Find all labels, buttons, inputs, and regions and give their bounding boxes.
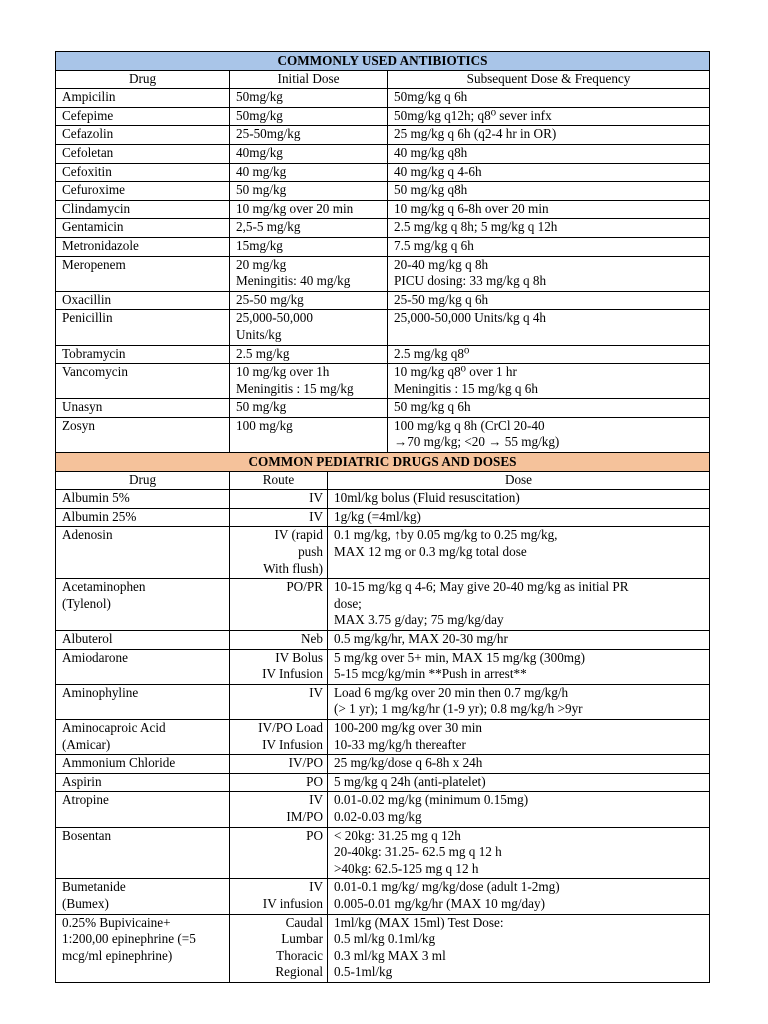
column-header-dose: Dose [328, 471, 710, 490]
dose-cell: 25 mg/kg/dose q 6-8h x 24h [328, 755, 710, 774]
drug-cell: Cefuroxime [56, 182, 230, 201]
subsequent-dose-cell: 40 mg/kg q8h [388, 144, 710, 163]
table-row [56, 219, 710, 238]
table-row [56, 399, 710, 418]
dose-cell: 0.01-0.1 mg/kg/ mg/kg/dose (adult 1-2mg) 0.005-0.01 mg/kg/hr (MAX 10 mg/day) [328, 879, 710, 914]
drug-cell: Metronidazole [56, 237, 230, 256]
drug-cell: Meropenem [56, 256, 230, 291]
table-row [56, 631, 710, 650]
subsequent-dose-cell: 50 mg/kg q 6h [388, 399, 710, 418]
drug-cell: Bumetanide (Bumex) [56, 879, 230, 914]
dose-cell: 1ml/kg (MAX 15ml) Test Dose: 0.5 ml/kg 0.1ml/kg 0.3 ml/kg MAX 3 ml 0.5-1ml/kg [328, 914, 710, 982]
initial-dose-cell: 25,000-50,000 Units/kg [230, 310, 388, 345]
drug-cell: Cefepime [56, 107, 230, 126]
table-row [56, 684, 710, 719]
drug-cell: 0.25% Bupivicaine+ 1:200,00 epinephrine (=5 mcg/ml epinephrine) [56, 914, 230, 982]
route-cell: IV [230, 508, 328, 527]
pediatric-header-row [56, 471, 710, 490]
drug-cell: Adenosin [56, 527, 230, 579]
initial-dose-cell: 100 mg/kg [230, 417, 388, 452]
drug-cell: Bosentan [56, 827, 230, 879]
dosing-sheet [55, 51, 709, 983]
drug-cell: Cefoletan [56, 144, 230, 163]
subsequent-dose-cell: 50mg/kg q12h; q8⁰ sever infx [388, 107, 710, 126]
drug-cell: Clindamycin [56, 200, 230, 219]
dose-cell: 100-200 mg/kg over 30 min 10-33 mg/kg/h thereafter [328, 719, 710, 754]
drug-cell: Ammonium Chloride [56, 755, 230, 774]
dose-cell: 0.5 mg/kg/hr, MAX 20-30 mg/hr [328, 631, 710, 650]
subsequent-dose-cell: 100 mg/kg q 8h (CrCl 20-40 →70 mg/kg; <20 → 55 mg/kg) [388, 417, 710, 452]
dose-cell: < 20kg: 31.25 mg q 12h 20-40kg: 31.25- 62.5 mg q 12 h >40kg: 62.5-125 mg q 12 h [328, 827, 710, 879]
antibiotics-table [55, 51, 710, 453]
table-row [56, 879, 710, 914]
drug-cell: Aminocaproic Acid (Amicar) [56, 719, 230, 754]
dose-cell: 5 mg/kg over 5+ min, MAX 15 mg/kg (300mg) 5-15 mcg/kg/min **Push in arrest** [328, 649, 710, 684]
initial-dose-cell: 10 mg/kg over 20 min [230, 200, 388, 219]
table-row [56, 417, 710, 452]
drug-cell: Albuterol [56, 631, 230, 650]
subsequent-dose-cell: 20-40 mg/kg q 8h PICU dosing: 33 mg/kg q 8h [388, 256, 710, 291]
initial-dose-cell: 2.5 mg/kg [230, 345, 388, 364]
drug-cell: Atropine [56, 792, 230, 827]
dose-cell: 5 mg/kg q 24h (anti-platelet) [328, 773, 710, 792]
table-row [56, 126, 710, 145]
column-header-route: Route [230, 471, 328, 490]
route-cell: IV Bolus IV Infusion [230, 649, 328, 684]
dose-cell: 0.01-0.02 mg/kg (minimum 0.15mg) 0.02-0.03 mg/kg [328, 792, 710, 827]
route-cell: Caudal Lumbar Thoracic Regional [230, 914, 328, 982]
initial-dose-cell: 50 mg/kg [230, 182, 388, 201]
initial-dose-cell: 25-50mg/kg [230, 126, 388, 145]
drug-cell: Vancomycin [56, 364, 230, 399]
initial-dose-cell: 10 mg/kg over 1h Meningitis : 15 mg/kg [230, 364, 388, 399]
table-row [56, 144, 710, 163]
table-row [56, 107, 710, 126]
route-cell: IV IM/PO [230, 792, 328, 827]
route-cell: IV IV infusion [230, 879, 328, 914]
subsequent-dose-cell: 10 mg/kg q8⁰ over 1 hr Meningitis : 15 mg/kg q 6h [388, 364, 710, 399]
initial-dose-cell: 50 mg/kg [230, 399, 388, 418]
drug-cell: Acetaminophen (Tylenol) [56, 579, 230, 631]
table-row [56, 792, 710, 827]
pediatric-drugs-table [55, 452, 710, 983]
dose-cell: 10-15 mg/kg q 4-6; May give 20-40 mg/kg as initial PR dose; MAX 3.75 g/day; 75 mg/kg/day [328, 579, 710, 631]
route-cell: Neb [230, 631, 328, 650]
drug-cell: Gentamicin [56, 219, 230, 238]
table-row [56, 163, 710, 182]
route-cell: IV (rapid push With flush) [230, 527, 328, 579]
table-row [56, 490, 710, 509]
route-cell: PO [230, 773, 328, 792]
pediatric-banner-row [56, 453, 710, 472]
table-row [56, 719, 710, 754]
table-row [56, 200, 710, 219]
drug-cell: Unasyn [56, 399, 230, 418]
subsequent-dose-cell: 2.5 mg/kg q 8h; 5 mg/kg q 12h [388, 219, 710, 238]
table-row [56, 649, 710, 684]
subsequent-dose-cell: 40 mg/kg q 4-6h [388, 163, 710, 182]
pediatric-title: COMMON PEDIATRIC DRUGS AND DOSES [56, 453, 710, 472]
drug-cell: Ampicilin [56, 89, 230, 108]
table-row [56, 237, 710, 256]
table-row [56, 579, 710, 631]
subsequent-dose-cell: 7.5 mg/kg q 6h [388, 237, 710, 256]
drug-cell: Aspirin [56, 773, 230, 792]
table-row [56, 89, 710, 108]
column-header-initial-dose: Initial Dose [230, 70, 388, 89]
subsequent-dose-cell: 25,000-50,000 Units/kg q 4h [388, 310, 710, 345]
initial-dose-cell: 50mg/kg [230, 89, 388, 108]
drug-cell: Penicillin [56, 310, 230, 345]
drug-cell: Cefazolin [56, 126, 230, 145]
subsequent-dose-cell: 25 mg/kg q 6h (q2-4 hr in OR) [388, 126, 710, 145]
route-cell: PO [230, 827, 328, 879]
route-cell: IV/PO [230, 755, 328, 774]
drug-cell: Cefoxitin [56, 163, 230, 182]
table-row [56, 773, 710, 792]
column-header-drug: Drug [56, 70, 230, 89]
drug-cell: Albumin 25% [56, 508, 230, 527]
initial-dose-cell: 40mg/kg [230, 144, 388, 163]
table-row [56, 527, 710, 579]
initial-dose-cell: 40 mg/kg [230, 163, 388, 182]
dose-cell: 10ml/kg bolus (Fluid resuscitation) [328, 490, 710, 509]
route-cell: IV [230, 684, 328, 719]
drug-cell: Aminophyline [56, 684, 230, 719]
subsequent-dose-cell: 50 mg/kg q8h [388, 182, 710, 201]
table-row [56, 508, 710, 527]
drug-cell: Tobramycin [56, 345, 230, 364]
antibiotics-banner-row [56, 52, 710, 71]
dose-cell: 1g/kg (=4ml/kg) [328, 508, 710, 527]
initial-dose-cell: 20 mg/kg Meningitis: 40 mg/kg [230, 256, 388, 291]
drug-cell: Oxacillin [56, 291, 230, 310]
initial-dose-cell: 25-50 mg/kg [230, 291, 388, 310]
antibiotics-header-row [56, 70, 710, 89]
table-row [56, 755, 710, 774]
dose-cell: Load 6 mg/kg over 20 min then 0.7 mg/kg/h (> 1 yr); 1 mg/kg/hr (1-9 yr); 0.8 mg/kg/h >9yr [328, 684, 710, 719]
antibiotics-title: COMMONLY USED ANTIBIOTICS [56, 52, 710, 71]
table-row [56, 256, 710, 291]
drug-cell: Zosyn [56, 417, 230, 452]
table-row [56, 182, 710, 201]
dose-cell: 0.1 mg/kg, ↑by 0.05 mg/kg to 0.25 mg/kg, MAX 12 mg or 0.3 mg/kg total dose [328, 527, 710, 579]
initial-dose-cell: 15mg/kg [230, 237, 388, 256]
subsequent-dose-cell: 50mg/kg q 6h [388, 89, 710, 108]
table-row [56, 914, 710, 982]
column-header-drug: Drug [56, 471, 230, 490]
table-row [56, 345, 710, 364]
column-header-subsequent-dose: Subsequent Dose & Frequency [388, 70, 710, 89]
drug-cell: Amiodarone [56, 649, 230, 684]
table-row [56, 310, 710, 345]
initial-dose-cell: 2,5-5 mg/kg [230, 219, 388, 238]
table-row [56, 364, 710, 399]
route-cell: IV/PO Load IV Infusion [230, 719, 328, 754]
table-row [56, 291, 710, 310]
drug-cell: Albumin 5% [56, 490, 230, 509]
route-cell: IV [230, 490, 328, 509]
table-row [56, 827, 710, 879]
route-cell: PO/PR [230, 579, 328, 631]
subsequent-dose-cell: 10 mg/kg q 6-8h over 20 min [388, 200, 710, 219]
initial-dose-cell: 50mg/kg [230, 107, 388, 126]
subsequent-dose-cell: 25-50 mg/kg q 6h [388, 291, 710, 310]
subsequent-dose-cell: 2.5 mg/kg q8⁰ [388, 345, 710, 364]
